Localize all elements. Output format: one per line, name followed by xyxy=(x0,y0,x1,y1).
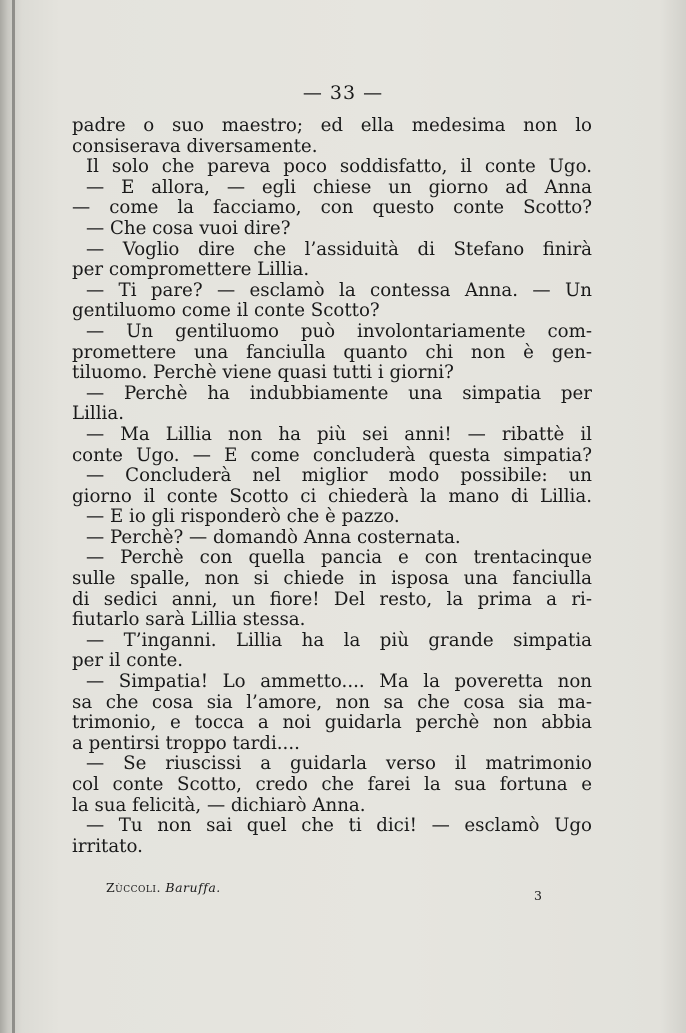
text-line: — Che cosa vuoi dire? xyxy=(86,218,291,239)
text-line: la sua felicità, — dichiarò Anna. xyxy=(72,795,366,816)
text-line: — Simpatia! Lo ammetto.... Ma la poveretta non xyxy=(86,672,592,693)
text-line: promettere una fanciulla quanto chi non è gen- xyxy=(72,342,592,363)
footer-author: Zùccoli. xyxy=(106,880,161,895)
text-line: — Perchè ha indubbiamente una simpatia per xyxy=(86,383,592,404)
text-line: — Concluderà nel miglior modo possibile: un xyxy=(86,466,592,487)
text-line: gentiluomo come il conte Scotto? xyxy=(72,301,380,322)
text-line: — Se riuscissi a guidarla verso il matrimonio xyxy=(86,754,592,775)
text-line: — Ma Lillia non ha più sei anni! — ribattè il xyxy=(86,424,592,445)
text-line: irritato. xyxy=(72,836,143,857)
text-line: per il conte. xyxy=(72,651,183,672)
text-line: Lillia. xyxy=(72,404,124,425)
text-line: Il solo che pareva poco soddisfatto, il conte Ugo. xyxy=(86,157,592,178)
text-line: sulle spalle, non si chiede in isposa una fanciulla xyxy=(72,569,592,590)
footer-title: Baruffa. xyxy=(165,880,221,895)
text-line: giorno il conte Scotto ci chiederà la mano di Lillia. xyxy=(72,486,592,507)
text-line: — Voglio dire che l’assiduità di Stefano finirà xyxy=(86,239,592,260)
text-line: fiutarlo sarà Lillia stessa. xyxy=(72,610,306,631)
body-text xyxy=(72,116,592,857)
text-line: a pentirsi troppo tardi.... xyxy=(72,733,300,754)
text-line: conte Ugo. — E come concluderà questa simpatia? xyxy=(72,445,592,466)
text-line: tiluomo. Perchè viene quasi tutti i giorni? xyxy=(72,363,454,384)
text-line: — E allora, — egli chiese un giorno ad Anna xyxy=(86,177,592,198)
page-footer xyxy=(0,880,686,904)
text-line: — E io gli risponderò che è pazzo. xyxy=(86,507,400,528)
text-line: — come la facciamo, con questo conte Scotto? xyxy=(72,198,592,219)
binding-edge xyxy=(12,0,15,1033)
footer-signature-mark: 3 xyxy=(534,888,542,903)
text-line: di sedici anni, un fiore! Del resto, la prima a ri- xyxy=(72,589,592,610)
text-line: consiserava diversamente. xyxy=(72,136,318,157)
text-line: trimonio, e tocca a noi guidarla perchè non abbia xyxy=(72,713,592,734)
text-line: col conte Scotto, credo che farei la sua fortuna e xyxy=(72,775,592,795)
text-line: per compromettere Lillia. xyxy=(72,260,310,281)
text-line: — T’inganni. Lillia ha la più grande simpatia xyxy=(86,630,592,651)
footer-signature-line xyxy=(106,880,221,895)
text-line: padre o suo maestro; ed ella medesima non lo xyxy=(72,116,592,136)
text-line: — Perchè con quella pancia e con trentacinque xyxy=(86,548,592,569)
text-line: sa che cosa sia l’amore, non sa che cosa sia ma- xyxy=(72,692,592,713)
text-line: — Tu non sai quel che ti dici! — esclamò Ugo xyxy=(86,816,592,837)
text-line: — Un gentiluomo può involontariamente com- xyxy=(86,321,592,342)
page-number: — 33 — xyxy=(302,82,384,104)
text-line: — Perchè? — domandò Anna costernata. xyxy=(86,527,461,548)
text-line: — Ti pare? — esclamò la contessa Anna. — Un xyxy=(86,280,592,301)
